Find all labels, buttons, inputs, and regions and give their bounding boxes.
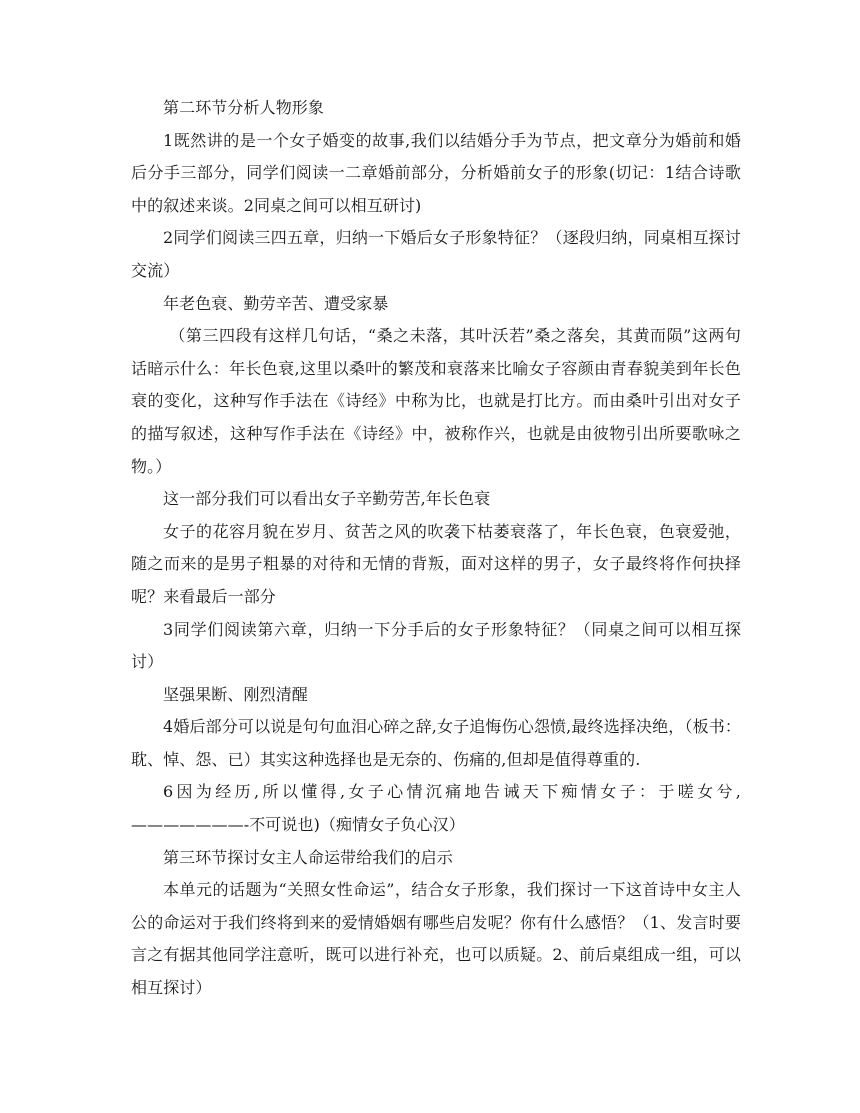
- document-body: [131, 92, 741, 1005]
- paragraph-answer-traits-after-separation: 坚强果断、刚烈清醒: [163, 684, 308, 704]
- paragraph-discussion-prompt: 本单元的话题为“关照女性命运”，结合女子形象，我们探讨一下这首诗中女主人公的命运对于我们终将到来的爱情婚姻有哪些启发呢？你有什么感悟？（1、发言时要言之有据其他同学注意听，既可以进行补充，也可以质疑。2、前后桌组成一组，可以相互探讨）: [131, 880, 741, 998]
- paragraph-point-4: 4婚后部分可以说是句句血泪心碎之辞,女子追悔伤心怨愤,最终选择决绝，（板书：耽、悼、怨、已）其实这种选择也是无奈的、伤痛的,但却是值得尊重的.: [131, 717, 741, 769]
- paragraph-question-2: 2同学们阅读三四五章，归纳一下婚后女子形象特征？（逐段归纳，同桌相互探讨交流）: [131, 228, 741, 280]
- paragraph-summary-hardship: 这一部分我们可以看出女子辛勤劳苦,年长色衰: [163, 489, 491, 509]
- paragraph-question-1: 1既然讲的是一个女子婚变的故事,我们以结婚分手为节点，把文章分为婚前和婚后分手三部分，同学们阅读一二章婚前部分，分析婚前女子的形象(切记：1结合诗歌中的叙述来谈。2同桌之间可以相互研讨): [131, 130, 741, 215]
- section-heading-inspiration: 第三环节探讨女主人命运带给我们的启示: [163, 847, 453, 867]
- paragraph-point-6: 6因为经历,所以懂得,女子心情沉痛地告诫天下痴情女子：于嗟女兮,———————-不可说也)（痴情女子负心汉）: [131, 782, 741, 835]
- paragraph-answer-traits-after-marriage: 年老色衰、勤劳辛苦、遭受家暴: [163, 293, 389, 313]
- paragraph-explanation-mulberry: （第三四段有这样几句话，“桑之未落，其叶沃若”桑之落矣，其黄而陨”这两句话暗示什么：年长色衰,这里以桑叶的繁茂和衰落来比喻女子容颜由青春貌美到年长色衰的变化，这种写作手法在《诗经》中称为比，也就是打比方。而由桑叶引出对女子的描写叙述，这种写作手法在《诗经》中，被称作兴，也就是由彼物引出所要歌咏之物。）: [131, 326, 741, 476]
- paragraph-transition: 女子的花容月貌在岁月、贫苦之风的吹袭下枯萎衰落了，年长色衰，色衰爱弛，随之而来的是男子粗暴的对待和无情的背叛，面对这样的男子，女子最终将作何抉择呢？来看最后一部分: [131, 521, 741, 606]
- paragraph-question-3: 3同学们阅读第六章，归纳一下分手后的女子形象特征？（同桌之间可以相互探讨）: [131, 619, 741, 672]
- section-heading-analyze-character: 第二环节分析人物形象: [163, 98, 325, 117]
